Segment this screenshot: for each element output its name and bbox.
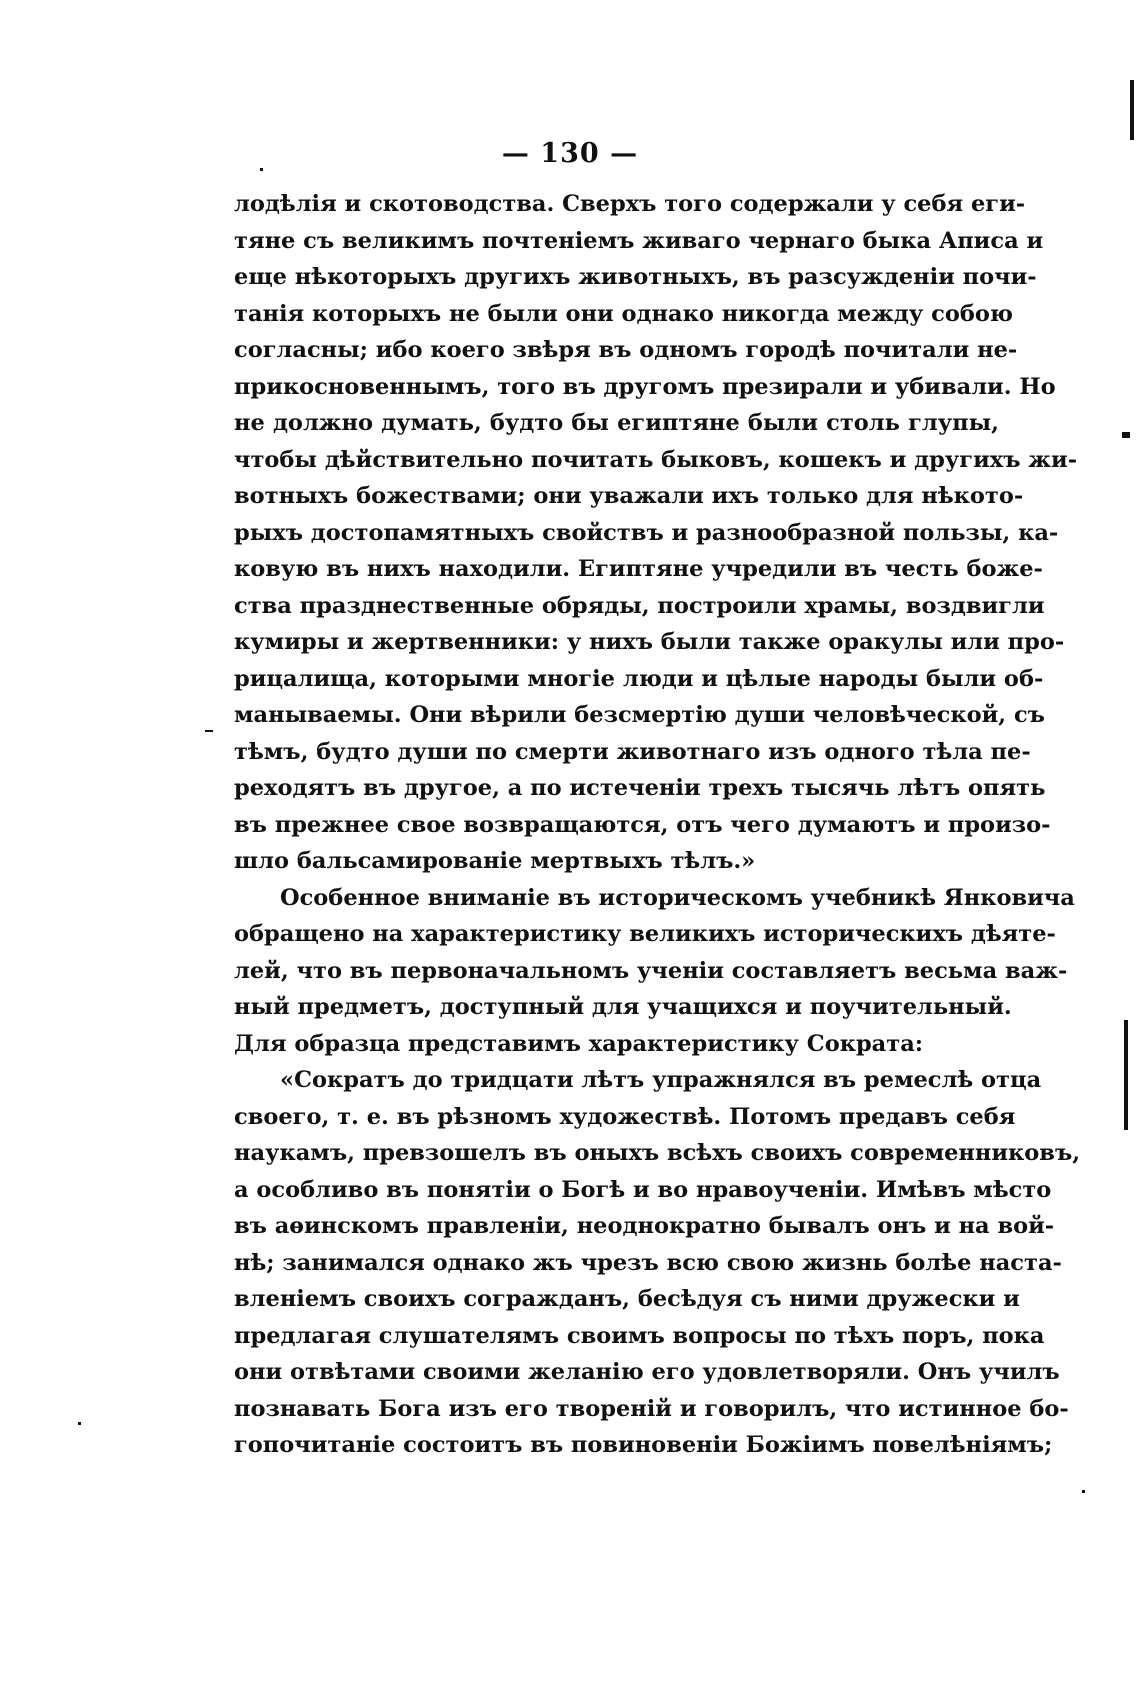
page-number: — 130 — [501, 138, 639, 169]
text-line: «Сократъ до тридцати лѣтъ упражнялся въ ремеслѣ отца [280, 1067, 1042, 1093]
body-text [234, 186, 1081, 1464]
scan-edge-mark [1124, 1020, 1128, 1130]
text-line: Особенное вниманіе въ историческомъ учебникѣ Янковича [280, 884, 1075, 911]
text-line: вотныхъ божествами; они уважали ихъ только для нѣкото- [234, 483, 1024, 509]
text-line: манываемы. Они вѣрили безсмертію души человѣческой, съ [234, 702, 1045, 728]
text-line: тѣмъ, будто души по смерти животнаго изъ одного тѣла пе- [234, 738, 1031, 765]
text-line: предлагая слушателямъ своимъ вопросы по тѣхъ поръ, пока [234, 1322, 1045, 1349]
text-line: реходятъ въ другое, а по истеченіи трехъ тысячь лѣтъ опять [234, 775, 1046, 801]
text-line: познавать Бога изъ его твореній и говорилъ, что истинное бо- [234, 1395, 1069, 1422]
text-line: не должно думать, будто бы египтяне были столь глупы, [234, 410, 999, 436]
scan-speck [1082, 1490, 1085, 1493]
scan-speck [205, 730, 213, 732]
text-line: согласны; ибо коего звѣря въ одномъ городѣ почитали не- [234, 337, 1018, 363]
text-line: чтобы дѣйствительно почитать быковъ, кошекъ и другихъ жи- [234, 446, 1078, 473]
text-line: рыхъ достопамятныхъ свойствъ и разнообразной пользы, ка- [234, 519, 1059, 546]
text-line: гопочитаніе состоитъ въ повиновеніи Божіимъ повелѣніямъ; [234, 1432, 1053, 1458]
text-line: нѣ; занимался однако жъ чрезъ всю свою жизнь болѣе наста- [234, 1249, 1062, 1276]
text-line: еще нѣкоторыхъ другихъ животныхъ, въ разсужденіи почи- [234, 264, 1037, 290]
text-line: вленіемъ своихъ согражданъ, бесѣдуя съ ними дружески и [234, 1286, 1020, 1312]
text-line: кумиры и жертвенники: у нихъ были также оракулы или про- [234, 629, 1065, 655]
scan-speck [1122, 432, 1130, 438]
text-line: прикосновеннымъ, того въ другомъ презирали и убивали. Но [234, 373, 1056, 400]
text-line: въ аѳинскомъ правленіи, неоднократно бывалъ онъ и на вой- [234, 1213, 1055, 1239]
text-line: они отвѣтами своими желанію его удовлетворяли. Онъ училъ [234, 1359, 1060, 1385]
text-line: ства празднественные обряды, построили храмы, воздвигли [234, 592, 1045, 619]
text-line: въ прежнее свое возвращаются, отъ чего думаютъ и произо- [234, 811, 1051, 838]
text-line: шло бальсамированіе мертвыхъ тѣлъ.» [234, 848, 756, 874]
text-line: лей, что въ первоначальномъ ученіи составляетъ весьма важ- [234, 957, 1068, 984]
text-line: наукамъ, превзошелъ въ оныхъ всѣхъ своихъ современниковъ, [234, 1140, 1081, 1166]
text-line: рицалища, которыми многіе люди и цѣлые народы были об- [234, 665, 1044, 692]
text-line: обращено на характеристику великихъ историческихъ дѣяте- [234, 921, 1056, 947]
text-line: а особливо въ понятіи о Богѣ и во нравоученіи. Имѣвъ мѣсто [234, 1176, 1052, 1203]
scan-edge-mark [1130, 80, 1134, 140]
text-line: ковую въ нихъ находили. Египтяне учредили въ честь боже- [234, 556, 1043, 582]
scan-speck [260, 168, 263, 171]
text-line: ный предметъ, доступный для учащихся и поучительный. [234, 994, 1012, 1020]
text-line: танія которыхъ не были они однако никогда между собою [234, 300, 1013, 327]
text-line: своего, т. е. въ рѣзномъ художествѣ. Потомъ предавъ себя [234, 1103, 1016, 1130]
text-line: Для образца представимъ характеристику Сократа: [234, 1030, 924, 1057]
text-line: тяне съ великимъ почтеніемъ живаго чернаго быка Аписа и [234, 227, 1044, 254]
scan-speck [78, 1422, 81, 1425]
text-line: лодѣлія и скотоводства. Сверхъ того содержали у себя еги- [234, 191, 1026, 217]
